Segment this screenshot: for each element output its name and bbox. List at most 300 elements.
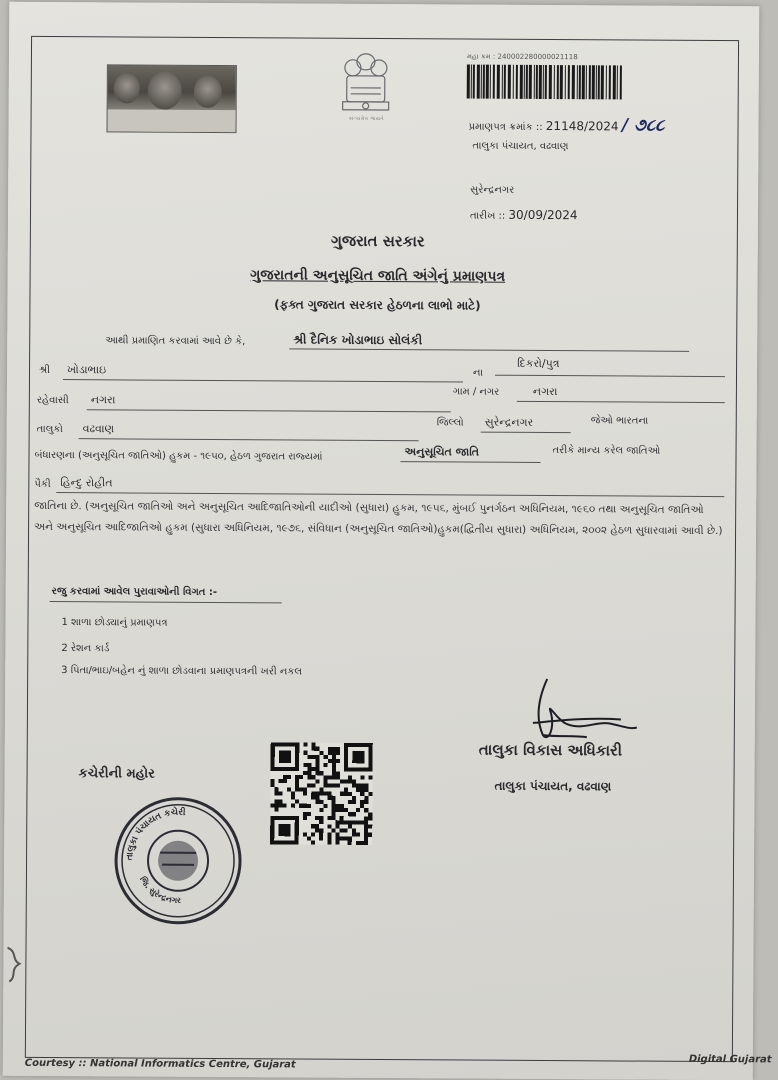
qr-module (279, 804, 283, 808)
qr-module (319, 792, 323, 796)
qr-module (275, 787, 279, 791)
qr-module (328, 775, 332, 779)
qr-module (295, 816, 299, 845)
seal-ring-text: તાલુકા પંચાયત કચેરી (124, 807, 186, 861)
barcode-bar (606, 65, 607, 99)
relation-value: દિકરો/પુત્ર (517, 356, 560, 371)
qr-module (283, 775, 287, 779)
qr-module (279, 779, 283, 783)
qr-module (327, 837, 331, 841)
barcode-bar (473, 65, 475, 99)
barcode-bar (620, 65, 622, 99)
qr-module (303, 787, 307, 791)
signatory-office: તાલુકા પંચાયત, વઢવાણ (494, 778, 612, 794)
qr-module (352, 829, 356, 833)
barcode-bar (609, 65, 611, 99)
qr-module (352, 796, 356, 800)
qr-module (295, 775, 299, 779)
qr-module (320, 751, 324, 755)
barcode-bar (497, 65, 500, 99)
qr-module (332, 747, 336, 751)
qr-module (299, 775, 303, 779)
resident-label: રહેવાસી (36, 394, 69, 407)
qr-module (356, 784, 360, 788)
village-value: નગરા (532, 384, 558, 399)
qr-module (295, 779, 299, 783)
qr-module (279, 791, 283, 795)
qr-module (279, 799, 283, 803)
qr-module (328, 747, 332, 751)
qr-module (336, 747, 340, 751)
qr-module (303, 812, 307, 816)
qr-module (332, 763, 336, 767)
issue-date-row (470, 208, 578, 223)
taluka-value: વઢવાણ (82, 422, 115, 436)
qr-module (315, 767, 319, 771)
qr-module (278, 824, 290, 836)
qr-module (324, 763, 328, 767)
barcode-bar (613, 65, 616, 99)
qr-module (369, 743, 373, 772)
qr-module (368, 792, 372, 796)
qr-module (344, 779, 348, 783)
barcode-bar (524, 65, 525, 99)
photo-face (194, 76, 222, 108)
qr-module (356, 841, 360, 845)
barcode-bar (539, 65, 542, 99)
barcode-bar (481, 65, 482, 99)
qr-module (348, 775, 352, 779)
qr-module (307, 804, 311, 808)
document-item: 3 પિતા/ભાઇ/બહેન નું શાળા છોડવાના પ્રમાણપત્રની ખરી નકલ (61, 665, 303, 678)
qr-module (327, 832, 331, 836)
qr-module (344, 767, 373, 771)
qr-module (340, 837, 344, 841)
barcode-bar (483, 65, 485, 99)
qr-module (295, 787, 299, 791)
issue-date: 30/09/2024 (508, 207, 578, 223)
barcode-bar (560, 65, 563, 99)
qr-module (332, 775, 336, 779)
qr-module (316, 759, 320, 763)
certificate-number-label: પ્રમાણપત્ર ક્રમાંક :: (468, 121, 543, 133)
qr-module (364, 841, 368, 845)
qr-module (336, 784, 340, 788)
qr-module (271, 767, 300, 771)
qr-module (270, 816, 274, 845)
qr-module (364, 788, 368, 792)
applicant-photo (106, 64, 236, 133)
state-label: જેઓ ભારતના (590, 415, 649, 427)
qr-module (315, 771, 319, 775)
qr-module (340, 820, 344, 824)
qr-module (303, 743, 307, 747)
qr-module (360, 804, 364, 808)
qr-module (328, 751, 332, 755)
qr-module (352, 812, 356, 816)
qr-module (323, 792, 327, 796)
qr-module (307, 812, 311, 816)
photo-face (148, 72, 182, 110)
qr-module (311, 824, 315, 828)
caste-category: અનુસૂચિત જાતિ (404, 445, 480, 459)
qr-module (291, 795, 295, 799)
qr-module (356, 808, 360, 812)
seal-label: કચેરીની મહોર (78, 766, 155, 782)
qr-module (316, 747, 320, 751)
barcode-bar (579, 65, 581, 99)
qr-module (319, 820, 323, 824)
qr-module (315, 796, 319, 800)
qr-module (295, 800, 299, 804)
qr-module (340, 828, 344, 832)
qr-module (311, 775, 315, 779)
qr-module (348, 812, 352, 816)
qr-module (360, 820, 364, 824)
qr-module (299, 804, 303, 808)
qr-module (311, 840, 315, 844)
holder-name: શ્રી દૈનિક ખોડાભાઇ સોલંકી (293, 332, 423, 348)
barcode-bar (493, 65, 495, 99)
qr-module (364, 825, 368, 829)
barcode-bar (586, 65, 587, 99)
qr-module (320, 771, 324, 775)
barcode-bar (565, 65, 566, 99)
qr-module (311, 832, 315, 836)
taluka-label: તાલુકો (36, 423, 63, 436)
qr-module (356, 820, 360, 824)
documents-heading: રજુ કરવામાં આવેલ પુરાવાઓની વિગત :- (51, 585, 218, 598)
qr-module (360, 776, 364, 780)
qr-module (335, 841, 339, 845)
qr-module (271, 742, 275, 771)
qr-module (274, 799, 278, 803)
certificate-number: 21148/2024 (545, 118, 619, 134)
qr-module (315, 779, 319, 783)
qr-module (279, 751, 291, 763)
order-text: બંધારણના (અનુસૂચિત જાતિઓ) હુકમ - ૧૯૫૦, હેઠળ ગુજરાત રાજ્યમાં (34, 449, 323, 463)
qr-module (283, 779, 287, 783)
qr-module (312, 743, 316, 747)
qr-module (274, 808, 278, 812)
qr-module (336, 804, 340, 808)
qr-module (319, 800, 323, 804)
qr-module (364, 800, 368, 804)
qr-module (352, 784, 356, 788)
qr-module (344, 837, 348, 841)
government-title: ગુજરાત સરકાર (330, 231, 425, 251)
barcode-bar (529, 65, 532, 99)
qr-module (328, 759, 332, 763)
barcode-bar (504, 65, 506, 99)
qr-module (319, 788, 323, 792)
qr-module (348, 841, 352, 845)
qr-module (352, 780, 356, 784)
qr-module (344, 820, 348, 824)
qr-module (344, 788, 348, 792)
qr-module (360, 788, 364, 792)
barcode-bar (486, 65, 489, 99)
barcode-bar (554, 65, 555, 99)
barcode-bar (577, 65, 578, 99)
qr-module (332, 759, 336, 763)
qr-module (303, 832, 307, 836)
qr-module (324, 779, 328, 783)
qr-module (307, 836, 311, 840)
qr-module (274, 804, 278, 808)
legal-paragraph: જાતિના છે. (અનુસૂચિત જાતિઓ અને અનુસૂચિત આદિજાતિઓની યાદીઓ (સુધારા) હુકમ, ૧૯૫૬, મુંબઈ પુનર્ગઠન અધિનિયમ, ૧૯૬૦ તથા અનુસૂચિત જાતિઓ અને અનુસૂચિત આદિજાતિઓ હુકમ (સુધારા અધિનિયમ, ૧૯૭૬, સંવિધાન (અનુસૂચિત જાતિઓ)હુકમ(દ્વિતીય સુધારા) અધિનિયમ, ૨૦૦૨ હેઠળ સુધારવામાં આવી છે.) (34, 499, 723, 538)
qr-module (271, 779, 275, 783)
qr-module (348, 780, 352, 784)
qr-module (364, 816, 368, 820)
qr-module (311, 755, 315, 759)
qr-module (356, 833, 360, 837)
qr-module (324, 783, 328, 787)
qr-module (336, 771, 340, 775)
qr-module (332, 796, 336, 800)
qr-module (327, 816, 331, 820)
barcode (465, 63, 625, 102)
barcode-bar (596, 65, 597, 99)
photo-bottom-strip (107, 109, 235, 132)
barcode-number: મહા ક્રમ : 240002280000021118 (466, 52, 578, 62)
qr-module (315, 828, 319, 832)
signatory-title: તાલુકા વિકાસ અધિકારી (478, 740, 623, 760)
qr-module (344, 792, 348, 796)
qr-module (315, 763, 319, 767)
qr-module (340, 816, 344, 820)
qr-module (307, 783, 311, 787)
qr-module (364, 808, 368, 812)
qr-module (332, 808, 336, 812)
barcode-bar (520, 65, 523, 99)
barcode-bar (601, 65, 604, 99)
caste-name: હિન્દુ રોહીત (60, 476, 113, 490)
qr-module (344, 743, 373, 747)
qr-module (368, 812, 372, 816)
qr-module (331, 828, 335, 832)
qr-module (319, 808, 323, 812)
qr-module (319, 816, 323, 820)
issuing-office: તાલુકા પંચાયત, વઢવાણ (472, 140, 569, 153)
partial-stamp-mark (3, 942, 27, 992)
barcode-bar (516, 65, 518, 99)
qr-module (332, 800, 336, 804)
qr-module (352, 820, 356, 824)
qr-module (356, 788, 360, 792)
issuing-district: સુરેન્દ્રનગર (470, 184, 515, 196)
barcode-bar (490, 65, 491, 99)
qr-module (364, 829, 368, 833)
qr-module (332, 784, 336, 788)
relation-suffix: ના (472, 367, 483, 379)
qr-module (332, 771, 336, 775)
qr-module (368, 825, 372, 829)
qr-module (283, 804, 287, 808)
qr-module (303, 763, 307, 767)
courtesy-footer: Courtesy :: National Informatics Centre, Gujarat (24, 1057, 296, 1071)
barcode-bar (467, 65, 470, 99)
qr-module (348, 800, 352, 804)
father-name: ખોડાભાઇ (67, 363, 107, 377)
barcode-bar (526, 65, 528, 99)
qr-module (348, 837, 352, 841)
qr-module (336, 775, 340, 779)
qr-module (340, 808, 344, 812)
qr-module (331, 816, 335, 820)
qr-module (332, 751, 336, 755)
qr-module (340, 792, 344, 796)
qr-module (368, 776, 372, 780)
certificate-sheet (3, 2, 772, 1080)
qr-module (328, 792, 332, 796)
certificate-subtitle: (ફક્ત ગુજરાત સરકાર હેઠળના લાભો માટે) (274, 297, 481, 313)
document-item: 2 રેશન કાર્ડ (61, 643, 110, 655)
qr-module (315, 792, 319, 796)
barcode-bar (592, 65, 595, 99)
certificate-title: ગુજરાતની અનુસૂચિત જાતિ અંગેનું પ્રમાણપત્ર (250, 267, 506, 285)
qr-module (360, 841, 364, 845)
barcode-bar (502, 65, 503, 99)
qr-module (307, 755, 311, 759)
qr-module (303, 771, 307, 775)
barcode-bar (513, 65, 514, 99)
qr-module (336, 759, 340, 763)
qr-module (348, 824, 352, 828)
qr-module (287, 775, 291, 779)
qr-module (303, 751, 307, 755)
barcode-bar (549, 65, 552, 99)
qr-module (270, 783, 274, 787)
seal-bottom-text: જિ. સુરેન્દ્રનગર (137, 874, 182, 905)
qr-module (324, 755, 328, 759)
document-item: 1 શાળા છોડ્યાનું પ્રમાણપત્ર (61, 617, 168, 629)
qr-module (328, 783, 332, 787)
qr-module (319, 832, 323, 836)
qr-module (295, 742, 299, 771)
qr-module (291, 804, 295, 808)
qr-module (327, 841, 331, 845)
qr-module (291, 791, 295, 795)
qr-module (360, 792, 364, 796)
recognized-text: તરીકે માન્ય કરેલ જાતિઓ (552, 445, 661, 457)
qr-module (352, 833, 356, 837)
barcode-bar (589, 65, 591, 99)
barcode-bar (568, 65, 570, 99)
qr-module (299, 787, 303, 791)
office-seal (110, 792, 247, 929)
qr-module (336, 808, 340, 812)
qr-module (352, 751, 364, 763)
district-label: જિલ્લો (436, 417, 464, 429)
qr-module (271, 742, 300, 746)
qr-module (307, 767, 311, 771)
qr-module (315, 800, 319, 804)
certificate-number-row (468, 115, 664, 136)
district-value: સુરેન્દ્રનગર (484, 415, 534, 429)
qr-module (275, 791, 279, 795)
qr-module (307, 771, 311, 775)
barcode-bar (572, 65, 575, 99)
qr-module (368, 816, 372, 820)
qr-module (307, 775, 311, 779)
qr-module (287, 787, 291, 791)
qr-module (332, 755, 336, 759)
qr-module (352, 800, 356, 804)
handwritten-number: / ૭૮૮ (621, 115, 665, 136)
qr-module (332, 812, 336, 816)
qr-module (323, 804, 327, 808)
qr-module (368, 833, 372, 837)
qr-module (270, 816, 299, 820)
qr-module (344, 828, 348, 832)
certify-prefix: આથી પ્રમાણિત કરવામાં આવે છે કે, (105, 335, 246, 348)
barcode-bar (508, 65, 511, 99)
qr-module (348, 792, 352, 796)
barcode-bar (543, 65, 544, 99)
qr-module (360, 800, 364, 804)
village-label: ગામ / નગર (452, 386, 500, 398)
qr-module (270, 840, 299, 844)
qr-module (312, 747, 316, 751)
qr-module (303, 791, 307, 795)
qr-module (315, 824, 319, 828)
qr-module (344, 743, 348, 772)
barcode-bar (557, 65, 559, 99)
qr-module (315, 816, 319, 820)
qr-module (336, 820, 340, 824)
qr-module (295, 783, 299, 787)
qr-module (307, 763, 311, 767)
qr-module (340, 779, 344, 783)
barcode-bar (598, 65, 600, 99)
qr-module (303, 804, 307, 808)
qr-module (324, 775, 328, 779)
officer-signature (525, 677, 645, 748)
qr-module (336, 751, 340, 755)
qr-module (335, 837, 339, 841)
qr-module (364, 833, 368, 837)
qr-module (319, 836, 323, 840)
qr-module (364, 837, 368, 841)
qr-module (319, 828, 323, 832)
qr-module (335, 832, 339, 836)
qr-module (311, 783, 315, 787)
barcode-bar (617, 65, 618, 99)
barcode-bar (582, 65, 585, 99)
digital-gujarat-footer: Digital Gujarat (688, 1053, 772, 1066)
emblem-caption: સત્યમેવ જયતે (348, 115, 385, 123)
qr-module (311, 796, 315, 800)
barcode-bar (536, 65, 538, 99)
qr-module (336, 824, 340, 828)
shri-label: શ્રી (39, 364, 51, 376)
qr-module (328, 796, 332, 800)
verification-qr-code (270, 741, 373, 846)
date-label: તારીખ :: (469, 210, 506, 222)
qr-module (344, 808, 348, 812)
state-emblem-icon (331, 44, 401, 124)
qr-module (364, 796, 368, 800)
qr-module (311, 792, 315, 796)
qr-module (270, 804, 274, 808)
barcode-bar (471, 65, 472, 99)
barcode-bar (534, 65, 535, 99)
qr-module (340, 804, 344, 808)
barcode-bar (477, 65, 480, 99)
qr-module (364, 820, 368, 824)
qr-module (360, 784, 364, 788)
